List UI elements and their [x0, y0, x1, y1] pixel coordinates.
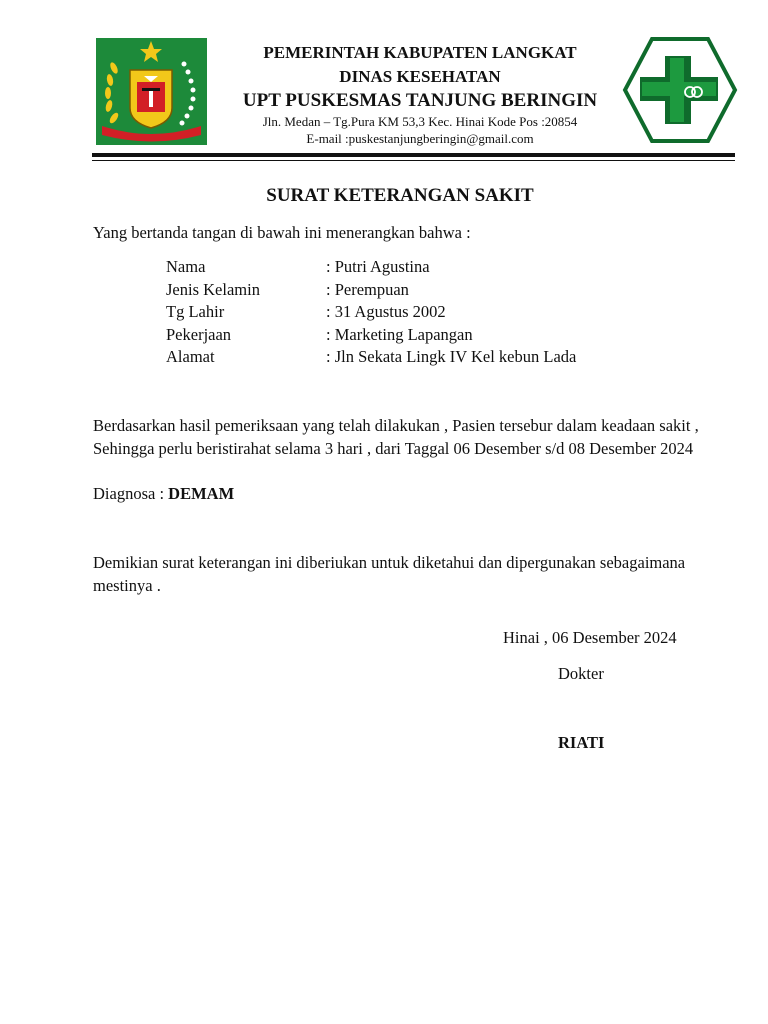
diagnosis-line — [93, 483, 234, 506]
signature-place-date: Hinai , 06 Desember 2024 — [503, 628, 677, 647]
header-government-name: PEMERINTAH KABUPATEN LANGKAT — [263, 43, 577, 62]
field-row-gender — [166, 279, 576, 302]
field-value: : Jln Sekata Lingk IV Kel kebun Lada — [326, 347, 577, 366]
field-row-address — [166, 346, 576, 369]
field-value: : Marketing Lapangan — [326, 324, 473, 344]
diagnosis-label: Diagnosa : — [93, 484, 165, 503]
field-value: : 31 Agustus 2002 — [326, 302, 446, 321]
field-row-birthdate — [166, 301, 576, 324]
field-label: Jenis Kelamin — [166, 279, 260, 299]
field-label: Alamat — [166, 347, 215, 366]
header-department-name: DINAS KESEHATAN — [339, 67, 501, 86]
header-divider-thick — [92, 153, 735, 157]
header-email: E-mail :puskestanjungberingin@gmail.com — [306, 131, 534, 146]
field-row-occupation — [166, 324, 576, 347]
kabupaten-langkat-emblem-icon — [96, 38, 207, 145]
puskesmas-cross-icon — [622, 36, 738, 144]
header-address: Jln. Medan – Tg.Pura KM 53,3 Kec. Hinai Kode Pos :20854 — [262, 114, 578, 129]
diagnosis-value: DEMAM — [168, 484, 235, 503]
field-value: : Perempuan — [326, 279, 409, 299]
closing-paragraph: Demikian surat keterangan ini diberiukan untuk diketahui dan dipergunakan sebagaimana mestinya . — [93, 553, 686, 595]
header-divider-thin — [92, 160, 735, 161]
field-label: Nama — [166, 257, 206, 276]
field-row-name — [166, 256, 576, 279]
patient-info — [166, 256, 576, 369]
field-label: Pekerjaan — [166, 324, 232, 344]
field-label: Tg Lahir — [166, 302, 225, 321]
signature-role: Dokter — [558, 664, 604, 683]
header-institution-name: UPT PUSKESMAS TANJUNG BERINGIN — [242, 90, 598, 111]
intro-text: Yang bertanda tangan di bawah ini menerangkan bahwa : — [93, 223, 471, 242]
field-value: : Putri Agustina — [326, 257, 430, 276]
examination-paragraph: Berdasarkan hasil pemeriksaan yang telah dilakukan , Pasien tersebur dalam keadaan sakit , Sehingga perlu beristirahat selama 3 hari , dari Taggal 06 Desember s/d 08 Desember 2024 — [93, 416, 699, 458]
document-title: SURAT KETERANGAN SAKIT — [266, 185, 534, 206]
signature-name: RIATI — [558, 733, 605, 752]
